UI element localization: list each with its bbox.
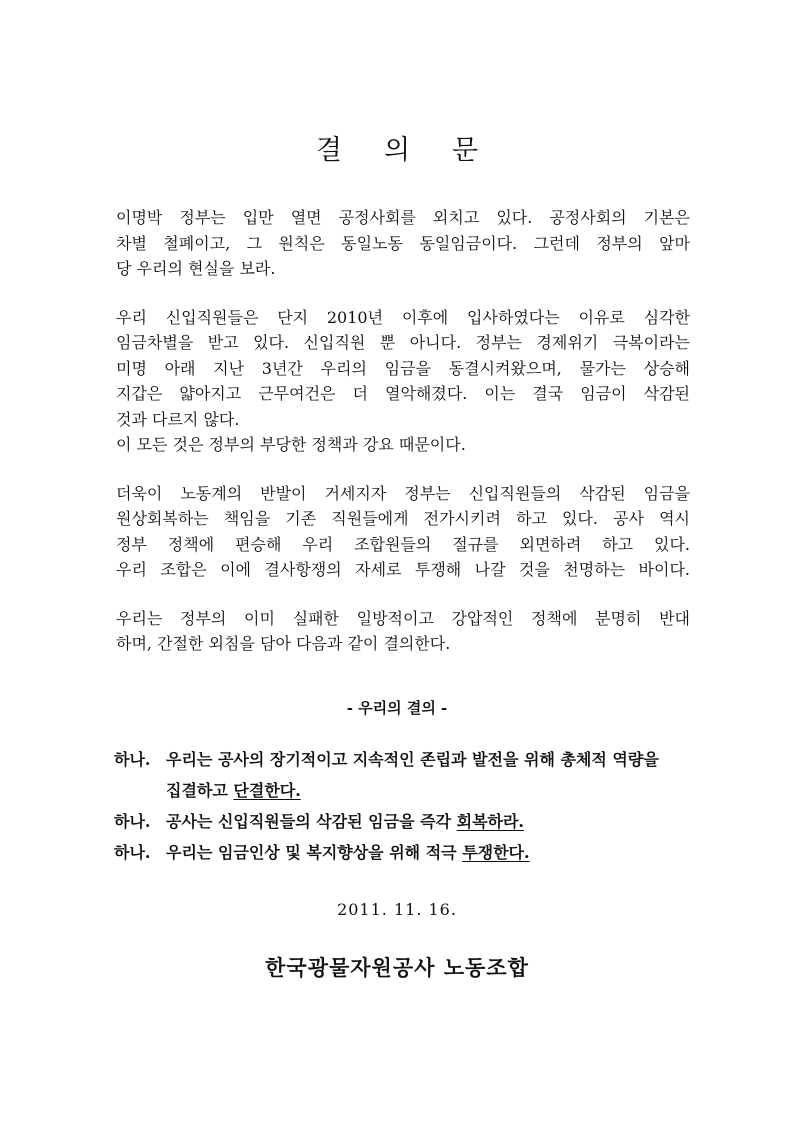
- resolution-line: 공사는 신입직원들의 삭감된 임금을 즉각: [166, 812, 457, 831]
- resolution-list: [114, 744, 694, 868]
- resolution-item: [114, 806, 694, 837]
- title-char: 의: [383, 135, 411, 166]
- text-line: 미명 아래 지난 3년간 우리의 임금을 동결시켜왔으며, 물가는 상승해: [116, 358, 690, 378]
- text-line: 하며, 간절한 외침을 담아 다음과 같이 결의한다.: [116, 634, 451, 653]
- text-line: 이 모든 것은 정부의 부당한 정책과 강요 때문이다.: [116, 435, 466, 454]
- resolution-text: [166, 806, 694, 837]
- title-char: 문: [452, 135, 479, 166]
- document-body: [116, 205, 690, 680]
- paragraph-1: [116, 205, 690, 282]
- title-char: 결: [315, 135, 342, 166]
- resolution-underlined: 단결한다.: [233, 781, 301, 800]
- text-line: 정부 정책에 편승해 우리 조합원들의 절규를 외면하려 하고 있다.: [116, 534, 690, 554]
- text-line: 것과 다르지 않다.: [116, 409, 240, 429]
- text-line: 원상회복하는 책임을 기존 직원들에게 전가시키려 하고 있다. 공사 역시: [116, 509, 690, 528]
- resolution-head: 하나.: [114, 812, 151, 831]
- document-title: [0, 128, 794, 167]
- text-line: 차별 철폐이고, 그 원칙은 동일노동 동일임금이다. 그런데 정부의 앞마: [116, 233, 690, 253]
- paragraph-2: [116, 305, 690, 458]
- resolution-underlined: 회복하라.: [456, 812, 525, 831]
- document-date: 2011. 11. 16.: [337, 900, 457, 919]
- resolution-underlined: 투쟁한다.: [462, 843, 530, 862]
- resolution-text: [166, 744, 694, 806]
- resolution-line: 우리는 임금인상 및 복지향상을 위해 적극: [166, 843, 463, 862]
- resolution-text: [166, 837, 694, 868]
- text-line: 우리 조합은 이에 결사항쟁의 자세로 투쟁해 나갈 것을 천명하는 바이다.: [116, 560, 690, 579]
- text-line: 임금차별을 받고 있다. 신입직원 뿐 아니다. 정부는 경제위기 극복이라는: [116, 333, 690, 352]
- resolution-head: 하나.: [114, 750, 151, 769]
- paragraph-3: [116, 481, 690, 583]
- text-line: 이명박 정부는 입만 열면 공정사회를 외치고 있다. 공정사회의 기본은: [116, 208, 690, 227]
- resolution-line: 우리는 공사의 장기적이고 지속적인 존립과 발전을 위해 총체적 역량을: [166, 750, 659, 769]
- resolution-line: 집결하고: [166, 781, 234, 800]
- resolution-head: 하나.: [114, 843, 151, 862]
- organization-name: 한국광물자원공사 노동조합: [265, 955, 529, 980]
- text-line: 더욱이 노동계의 반발이 거세지자 정부는 신입직원들의 삭감된 임금을: [116, 483, 690, 503]
- resolution-item: [114, 744, 694, 806]
- text-line: 우리는 정부의 이미 실패한 일방적이고 강압적인 정책에 분명히 반대: [116, 608, 690, 628]
- text-line: 지갑은 얇아지고 근무여건은 더 열악해졌다. 이는 결국 임금이 삭감된: [116, 384, 690, 403]
- resolution-item: [114, 837, 694, 868]
- resolution-subheading: - 우리의 결의 -: [346, 699, 448, 717]
- text-line: 당 우리의 현실을 보라.: [116, 259, 276, 278]
- paragraph-4: [116, 606, 690, 657]
- text-line: 우리 신입직원들은 단지 2010년 이후에 입사하였다는 이유로 심각한: [116, 307, 690, 327]
